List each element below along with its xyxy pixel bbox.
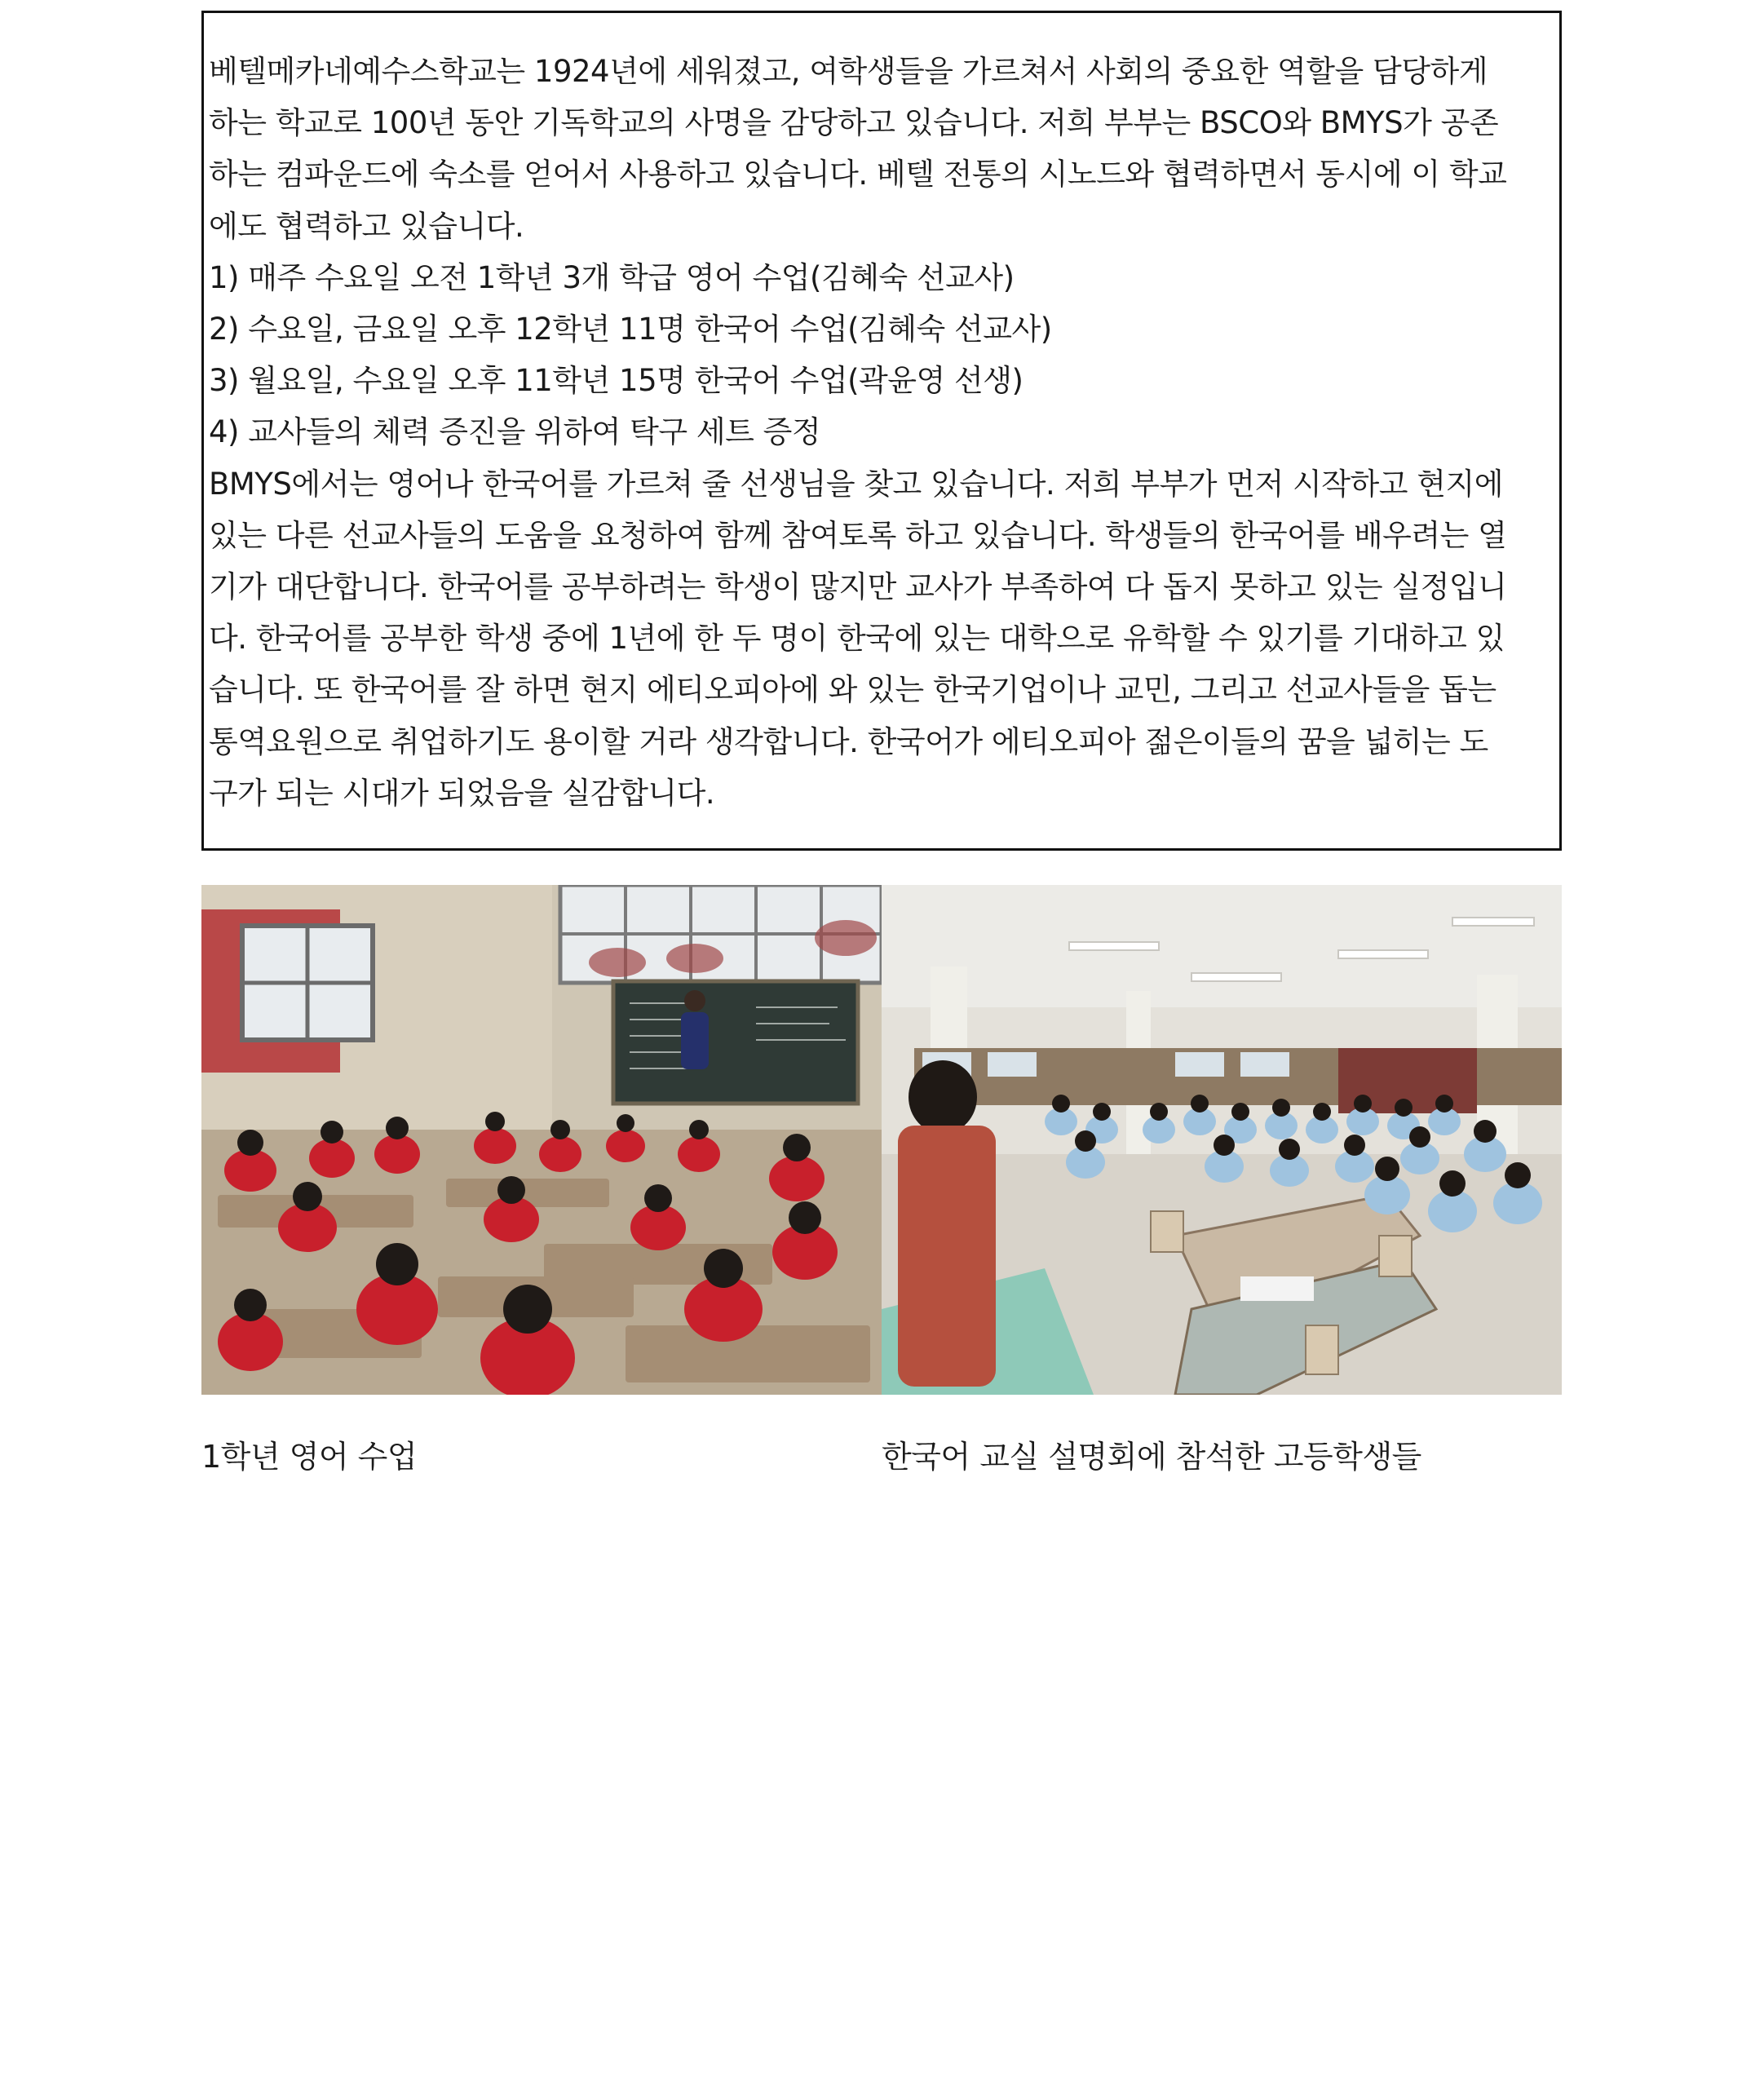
intro-line-4: 에도 협력하고 있습니다.: [209, 208, 524, 244]
list-item-3: 3) 월요일, 수요일 오후 11학년 15명 한국어 수업(곽윤영 선생): [209, 363, 1023, 399]
caption-korean-session: 한국어 교실 설명회에 참석한 고등학생들: [882, 1439, 1421, 1475]
text-box: [201, 11, 1562, 851]
intro-line-2: 하는 학교로 100년 동안 기독학교의 사명을 감당하고 있습니다. 저희 부부는 BSCO와 BMYS가 공존: [209, 105, 1499, 141]
caption-english-class: 1학년 영어 수업: [201, 1439, 418, 1475]
body-line-4: 다. 한국어를 공부한 학생 중에 1년에 한 두 명이 한국에 있는 대학으로 유학할 수 있기를 기대하고 있: [209, 621, 1505, 657]
photo-row: [201, 885, 1562, 1395]
body-line-2: 있는 다른 선교사들의 도움을 요청하여 함께 참여토록 하고 있습니다. 학생들의 한국어를 배우려는 열: [209, 517, 1507, 553]
body-line-7: 구가 되는 시대가 되었음을 실감합니다.: [209, 775, 715, 811]
body-line-6: 통역요원으로 취업하기도 용이할 거라 생각합니다. 한국어가 에티오피아 젊은이들의 꿈을 넓히는 도: [209, 723, 1488, 759]
intro-line-1: 베텔메카네예수스학교는 1924년에 세워졌고, 여학생들을 가르쳐서 사회의 중요한 역할을 담당하게: [209, 54, 1488, 89]
list-item-1: 1) 매주 수요일 오전 1학년 3개 학급 영어 수업(김혜숙 선교사): [209, 259, 1015, 295]
list-item-4: 4) 교사들의 체력 증진을 위하여 탁구 세트 증정: [209, 414, 821, 450]
list-item-2: 2) 수요일, 금요일 오후 12학년 11명 한국어 수업(김혜숙 선교사): [209, 312, 1052, 347]
body-line-1: BMYS에서는 영어나 한국어를 가르쳐 줄 선생님을 찾고 있습니다. 저희 부부가 먼저 시작하고 현지에: [209, 466, 1503, 502]
photo-korean-class-session: [882, 885, 1562, 1395]
photo-english-class: [201, 885, 882, 1395]
body-line-5: 습니다. 또 한국어를 잘 하면 현지 에티오피아에 와 있는 한국기업이나 교민, 그리고 선교사들을 돕는: [209, 672, 1497, 708]
intro-line-3: 하는 컴파운드에 숙소를 얻어서 사용하고 있습니다. 베텔 전통의 시노드와 협력하면서 동시에 이 학교: [209, 157, 1507, 192]
body-line-3: 기가 대단합니다. 한국어를 공부하려는 학생이 많지만 교사가 부족하여 다 돕지 못하고 있는 실정입니: [209, 569, 1507, 605]
